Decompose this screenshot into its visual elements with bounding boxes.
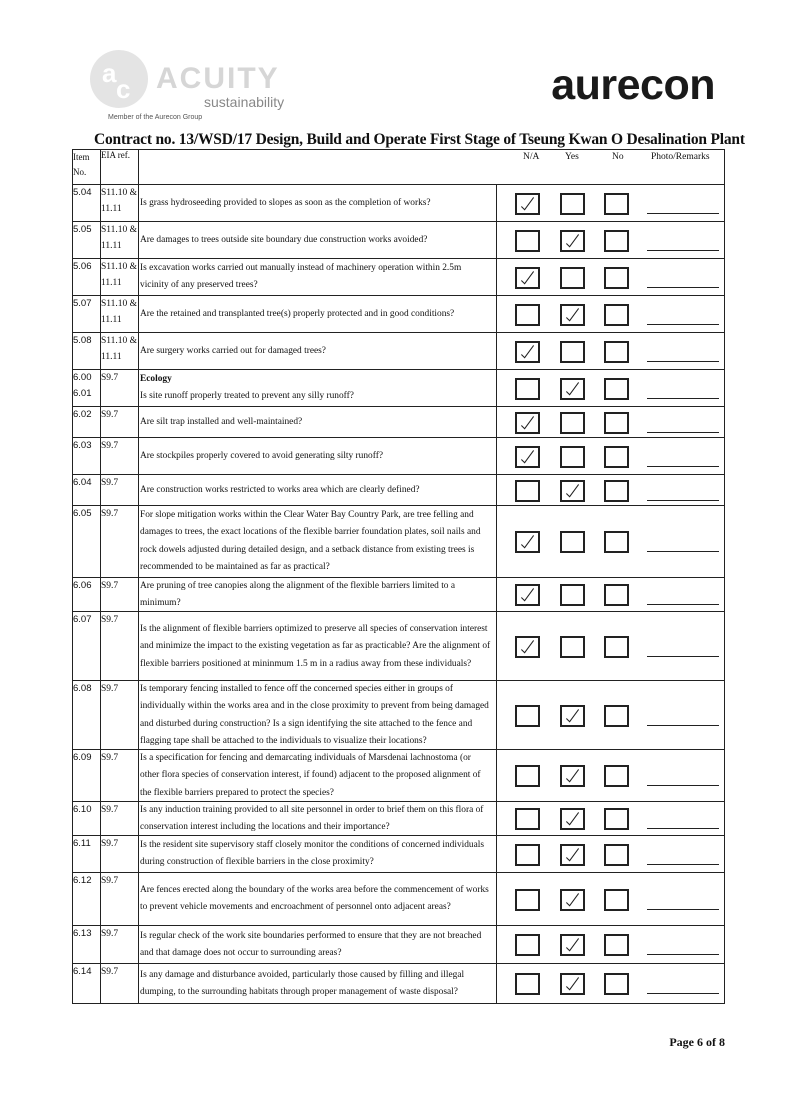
check-mark-icon bbox=[562, 232, 583, 250]
check-mark-icon bbox=[562, 306, 583, 324]
answer-cell bbox=[497, 259, 725, 296]
checkbox-yes[interactable] bbox=[560, 341, 585, 363]
question-text: Is the alignment of flexible barriers optimized to preserve all species of conservation interest and minimize the impact to the existing vegetation as far as practicable? Are the alignment of flexible barriers positioned at mininmum 1.5 m in a radius away from these individuals? bbox=[140, 624, 491, 669]
header-na: N/A bbox=[523, 152, 540, 162]
checklist-question bbox=[139, 407, 497, 438]
item-number: 6.11 bbox=[73, 836, 101, 873]
checkbox-yes[interactable] bbox=[560, 230, 585, 252]
checkbox-no[interactable] bbox=[604, 267, 629, 289]
eia-reference: S9.7 bbox=[101, 612, 139, 681]
check-mark-icon bbox=[517, 414, 538, 432]
remarks-line[interactable] bbox=[647, 828, 719, 829]
eia-reference: S11.10 & 11.11 bbox=[101, 296, 139, 333]
checkbox-na[interactable] bbox=[515, 844, 540, 866]
answer-cell bbox=[497, 750, 725, 802]
remarks-line[interactable] bbox=[647, 656, 719, 657]
item-number: 6.12 bbox=[73, 873, 101, 926]
table-row bbox=[73, 370, 725, 407]
checkbox-no[interactable] bbox=[604, 531, 629, 553]
checkbox-na[interactable] bbox=[515, 636, 540, 658]
answer-cell bbox=[497, 222, 725, 259]
checkbox-yes[interactable] bbox=[560, 934, 585, 956]
item-number: 5.04 bbox=[73, 185, 101, 222]
eia-reference: S9.7 bbox=[101, 407, 139, 438]
eia-reference: S9.7 bbox=[101, 578, 139, 612]
checklist-question bbox=[139, 612, 497, 681]
item-number: 6.04 bbox=[73, 475, 101, 506]
checkbox-na[interactable] bbox=[515, 267, 540, 289]
question-text: Is the resident site supervisory staff closely monitor the conditions of concerned individuals during construction of flexible barriers in the close proximity? bbox=[140, 840, 485, 868]
check-mark-icon bbox=[562, 975, 583, 993]
table-row bbox=[73, 750, 725, 802]
remarks-line[interactable] bbox=[647, 432, 719, 433]
table-row bbox=[73, 578, 725, 612]
remarks-line[interactable] bbox=[647, 604, 719, 605]
checkbox-na[interactable] bbox=[515, 889, 540, 911]
eia-reference: S9.7 bbox=[101, 836, 139, 873]
acuity-logo bbox=[88, 48, 285, 128]
remarks-line[interactable] bbox=[647, 785, 719, 786]
item-number: 6.09 bbox=[73, 750, 101, 802]
checkbox-no[interactable] bbox=[604, 193, 629, 215]
eia-reference: S11.10 & 11.11 bbox=[101, 222, 139, 259]
checklist-question bbox=[139, 438, 497, 475]
answer-cell bbox=[497, 475, 725, 506]
item-number: 6.07 bbox=[73, 612, 101, 681]
remarks-line[interactable] bbox=[647, 466, 719, 467]
checkbox-na[interactable] bbox=[515, 193, 540, 215]
question-text: Are damages to trees outside site boundary due construction works avoided? bbox=[140, 235, 428, 245]
item-number: 5.06 bbox=[73, 259, 101, 296]
question-text: Is any induction training provided to all site personnel in order to brief them on this flora of conservation interest including the locations and their importance? bbox=[140, 805, 484, 833]
eia-reference: S9.7 bbox=[101, 370, 139, 407]
checklist-question bbox=[139, 681, 497, 750]
check-mark-icon bbox=[562, 767, 583, 785]
checklist-question bbox=[139, 578, 497, 612]
svg-text:a: a bbox=[102, 58, 117, 88]
check-mark-icon bbox=[562, 810, 583, 828]
eia-reference: S9.7 bbox=[101, 750, 139, 802]
remarks-line[interactable] bbox=[647, 954, 719, 955]
remarks-line[interactable] bbox=[647, 725, 719, 726]
checkbox-yes[interactable] bbox=[560, 765, 585, 787]
table-row bbox=[73, 296, 725, 333]
question-text: Are construction works restricted to works area which are clearly defined? bbox=[140, 485, 420, 495]
acuity-brand-text: ACUITY bbox=[156, 62, 280, 95]
checkbox-na[interactable] bbox=[515, 808, 540, 830]
question-text: Are silt trap installed and well-maintained? bbox=[140, 417, 303, 427]
check-mark-icon bbox=[517, 343, 538, 361]
checkbox-no[interactable] bbox=[604, 765, 629, 787]
checkbox-no[interactable] bbox=[604, 412, 629, 434]
table-row bbox=[73, 506, 725, 578]
table-row bbox=[73, 612, 725, 681]
checkbox-no[interactable] bbox=[604, 973, 629, 995]
checkbox-na[interactable] bbox=[515, 412, 540, 434]
checkbox-no[interactable] bbox=[604, 584, 629, 606]
remarks-line[interactable] bbox=[647, 361, 719, 362]
question-text: Is regular check of the work site boundaries performed to ensure that they are not breached and that damage does not occur to surrounding areas? bbox=[140, 931, 482, 959]
checkbox-na[interactable] bbox=[515, 230, 540, 252]
checkbox-yes[interactable] bbox=[560, 304, 585, 326]
svg-text:c: c bbox=[116, 74, 131, 104]
header-yes: Yes bbox=[565, 152, 579, 162]
checklist-question bbox=[139, 185, 497, 222]
checkbox-yes[interactable] bbox=[560, 973, 585, 995]
question-text: Is temporary fencing installed to fence off the concerned species either in groups of individually within the works area and in the close proximity to prevent from being damaged and disturbed during construction? Is a sign identifying the site attached to the fence and flagging tape shall be attached to the individuals to visualize their locations? bbox=[140, 684, 489, 746]
aurecon-logo: aurecon bbox=[551, 61, 715, 109]
header-item-no: Item No. bbox=[73, 150, 101, 185]
checkbox-yes[interactable] bbox=[560, 705, 585, 727]
answer-cell bbox=[497, 964, 725, 1004]
question-text: Are stockpiles properly covered to avoid generating silty runoff? bbox=[140, 451, 383, 461]
check-mark-icon bbox=[517, 448, 538, 466]
table-row bbox=[73, 333, 725, 370]
item-number: 6.03 bbox=[73, 438, 101, 475]
header-photo-remarks: Photo/Remarks bbox=[651, 152, 710, 162]
answer-cell bbox=[497, 926, 725, 964]
item-number: 6.10 bbox=[73, 802, 101, 836]
checkbox-yes[interactable] bbox=[560, 480, 585, 502]
checkbox-no[interactable] bbox=[604, 304, 629, 326]
checkbox-na[interactable] bbox=[515, 304, 540, 326]
item-number: 5.05 bbox=[73, 222, 101, 259]
table-row bbox=[73, 802, 725, 836]
item-number: 5.08 bbox=[73, 333, 101, 370]
checkbox-na[interactable] bbox=[515, 973, 540, 995]
remarks-line[interactable] bbox=[647, 500, 719, 501]
answer-cell bbox=[497, 185, 725, 222]
question-text: Are surgery works carried out for damaged trees? bbox=[140, 346, 326, 356]
header-eia-ref: EIA ref. bbox=[101, 150, 139, 185]
answer-cell bbox=[497, 506, 725, 578]
table-row bbox=[73, 926, 725, 964]
checkbox-no[interactable] bbox=[604, 480, 629, 502]
checklist-table bbox=[72, 149, 725, 1004]
checkbox-no[interactable] bbox=[604, 341, 629, 363]
page-number: Page 6 of 8 bbox=[669, 1035, 725, 1049]
remarks-line[interactable] bbox=[647, 551, 719, 552]
acuity-logo-mark bbox=[88, 48, 150, 110]
table-row bbox=[73, 185, 725, 222]
table-row bbox=[73, 873, 725, 926]
checkbox-no[interactable] bbox=[604, 230, 629, 252]
checkbox-na[interactable] bbox=[515, 531, 540, 553]
answer-cell bbox=[497, 296, 725, 333]
answer-cell bbox=[497, 836, 725, 873]
check-mark-icon bbox=[562, 936, 583, 954]
eia-reference: S9.7 bbox=[101, 475, 139, 506]
answer-cell bbox=[497, 407, 725, 438]
answer-cell bbox=[497, 873, 725, 926]
check-mark-icon bbox=[517, 269, 538, 287]
checkbox-yes[interactable] bbox=[560, 808, 585, 830]
eia-reference: S9.7 bbox=[101, 681, 139, 750]
checklist-question bbox=[139, 259, 497, 296]
checkbox-no[interactable] bbox=[604, 934, 629, 956]
acuity-tagline: sustainability bbox=[204, 94, 285, 110]
question-text: Is grass hydroseeding provided to slopes as soon as the completion of works? bbox=[140, 198, 431, 208]
check-mark-icon bbox=[562, 707, 583, 725]
checkbox-na[interactable] bbox=[515, 705, 540, 727]
table-row bbox=[73, 681, 725, 750]
eia-reference: S9.7 bbox=[101, 506, 139, 578]
table-row bbox=[73, 475, 725, 506]
member-of-group-text: Member of the Aurecon Group bbox=[108, 114, 203, 121]
checklist-question bbox=[139, 964, 497, 1004]
checklist-question bbox=[139, 926, 497, 964]
table-row bbox=[73, 222, 725, 259]
remarks-line[interactable] bbox=[647, 864, 719, 865]
eia-reference: S11.10 & 11.11 bbox=[101, 333, 139, 370]
item-number: 6.13 bbox=[73, 926, 101, 964]
checkbox-yes[interactable] bbox=[560, 844, 585, 866]
checkbox-na[interactable] bbox=[515, 378, 540, 400]
remarks-line[interactable] bbox=[647, 324, 719, 325]
item-number: 6.02 bbox=[73, 407, 101, 438]
checkbox-yes[interactable] bbox=[560, 378, 585, 400]
eia-reference: S9.7 bbox=[101, 873, 139, 926]
remarks-line[interactable] bbox=[647, 993, 719, 994]
checklist-question bbox=[139, 836, 497, 873]
remarks-line[interactable] bbox=[647, 213, 719, 214]
checkbox-no[interactable] bbox=[604, 889, 629, 911]
remarks-line[interactable] bbox=[647, 287, 719, 288]
checklist-question bbox=[139, 506, 497, 578]
header-answer-columns bbox=[139, 150, 725, 185]
contract-title: Contract no. 13/WSD/17 Design, Build and Operate First Stage of Tseung Kwan O Desalination Plant bbox=[94, 131, 745, 148]
checkbox-na[interactable] bbox=[515, 341, 540, 363]
section-heading: Ecology bbox=[140, 374, 172, 384]
question-text: Are pruning of tree canopies along the alignment of the flexible barriers limited to a minimum? bbox=[140, 581, 455, 609]
remarks-line[interactable] bbox=[647, 250, 719, 251]
checklist-question bbox=[139, 802, 497, 836]
check-mark-icon bbox=[517, 533, 538, 551]
item-number: 5.07 bbox=[73, 296, 101, 333]
checkbox-na[interactable] bbox=[515, 480, 540, 502]
check-mark-icon bbox=[562, 846, 583, 864]
eia-reference: S9.7 bbox=[101, 802, 139, 836]
check-mark-icon bbox=[517, 195, 538, 213]
item-number: 6.08 bbox=[73, 681, 101, 750]
checklist-question bbox=[139, 475, 497, 506]
checkbox-no[interactable] bbox=[604, 446, 629, 468]
question-text: For slope mitigation works within the Clear Water Bay Country Park, are tree felling and damages to trees, the exact locations of the flexible barrier foundation plates, soil nails and rock dowels adjusted during detailed design, and a setback distance from existing trees is recommended to be maintained as far as practical? bbox=[140, 510, 481, 572]
checkbox-yes[interactable] bbox=[560, 446, 585, 468]
answer-cell bbox=[497, 370, 725, 407]
table-row bbox=[73, 438, 725, 475]
answer-cell bbox=[497, 681, 725, 750]
table-header-row bbox=[73, 150, 725, 185]
answer-cell bbox=[497, 333, 725, 370]
answer-cell bbox=[497, 578, 725, 612]
table-row bbox=[73, 259, 725, 296]
answer-cell bbox=[497, 438, 725, 475]
checklist-question bbox=[139, 222, 497, 259]
answer-cell bbox=[497, 612, 725, 681]
question-text: Are the retained and transplanted tree(s) properly protected and in good conditions? bbox=[140, 309, 455, 319]
checkbox-yes[interactable] bbox=[560, 889, 585, 911]
eia-reference: S9.7 bbox=[101, 964, 139, 1004]
eia-reference: S9.7 bbox=[101, 926, 139, 964]
check-mark-icon bbox=[562, 380, 583, 398]
remarks-line[interactable] bbox=[647, 398, 719, 399]
checkbox-yes[interactable] bbox=[560, 193, 585, 215]
checkbox-no[interactable] bbox=[604, 808, 629, 830]
table-row bbox=[73, 407, 725, 438]
checkbox-na[interactable] bbox=[515, 934, 540, 956]
checklist-question bbox=[139, 296, 497, 333]
check-mark-icon bbox=[562, 482, 583, 500]
checkbox-na[interactable] bbox=[515, 765, 540, 787]
checkbox-na[interactable] bbox=[515, 446, 540, 468]
checkbox-yes[interactable] bbox=[560, 267, 585, 289]
eia-reference: S9.7 bbox=[101, 438, 139, 475]
question-text: Is a specification for fencing and demarcating individuals of Marsdenai lachnostoma (or other flora species of conservation interest, if found) adjacent to the proposed alignment of the flexible barriers prepared to protect the species? bbox=[140, 753, 481, 798]
item-number: 6.14 bbox=[73, 964, 101, 1004]
check-mark-icon bbox=[562, 891, 583, 909]
checkbox-no[interactable] bbox=[604, 636, 629, 658]
check-mark-icon bbox=[517, 638, 538, 656]
checkbox-no[interactable] bbox=[604, 378, 629, 400]
checkbox-yes[interactable] bbox=[560, 412, 585, 434]
table-row bbox=[73, 836, 725, 873]
question-text: Is excavation works carried out manually instead of machinery operation within 2.5m vicinity of any preserved trees? bbox=[140, 263, 462, 291]
header-no: No bbox=[612, 152, 624, 162]
checklist-question bbox=[139, 750, 497, 802]
question-text: Is site runoff properly treated to prevent any silly runoff? bbox=[140, 391, 354, 402]
checklist-question bbox=[139, 333, 497, 370]
item-number: 6.00 6.01 bbox=[73, 370, 101, 407]
answer-cell bbox=[497, 802, 725, 836]
check-mark-icon bbox=[517, 586, 538, 604]
checkbox-yes[interactable] bbox=[560, 531, 585, 553]
question-text: Is any damage and disturbance avoided, particularly those caused by filling and illegal dumping, to the surrounding habitats through proper management of waste disposal? bbox=[140, 970, 465, 998]
eia-reference: S11.10 & 11.11 bbox=[101, 259, 139, 296]
item-number: 6.06 bbox=[73, 578, 101, 612]
checkbox-no[interactable] bbox=[604, 844, 629, 866]
table-row bbox=[73, 964, 725, 1004]
remarks-line[interactable] bbox=[647, 909, 719, 910]
checkbox-na[interactable] bbox=[515, 584, 540, 606]
item-number: 6.05 bbox=[73, 506, 101, 578]
question-text: Are fences erected along the boundary of the works area before the commencement of works to prevent vehicle movements and encroachment of personnel onto adjacent areas? bbox=[140, 885, 489, 913]
eia-reference: S11.10 & 11.11 bbox=[101, 185, 139, 222]
checklist-question bbox=[139, 370, 497, 407]
checkbox-no[interactable] bbox=[604, 705, 629, 727]
checklist-question bbox=[139, 873, 497, 926]
checkbox-yes[interactable] bbox=[560, 636, 585, 658]
checkbox-yes[interactable] bbox=[560, 584, 585, 606]
